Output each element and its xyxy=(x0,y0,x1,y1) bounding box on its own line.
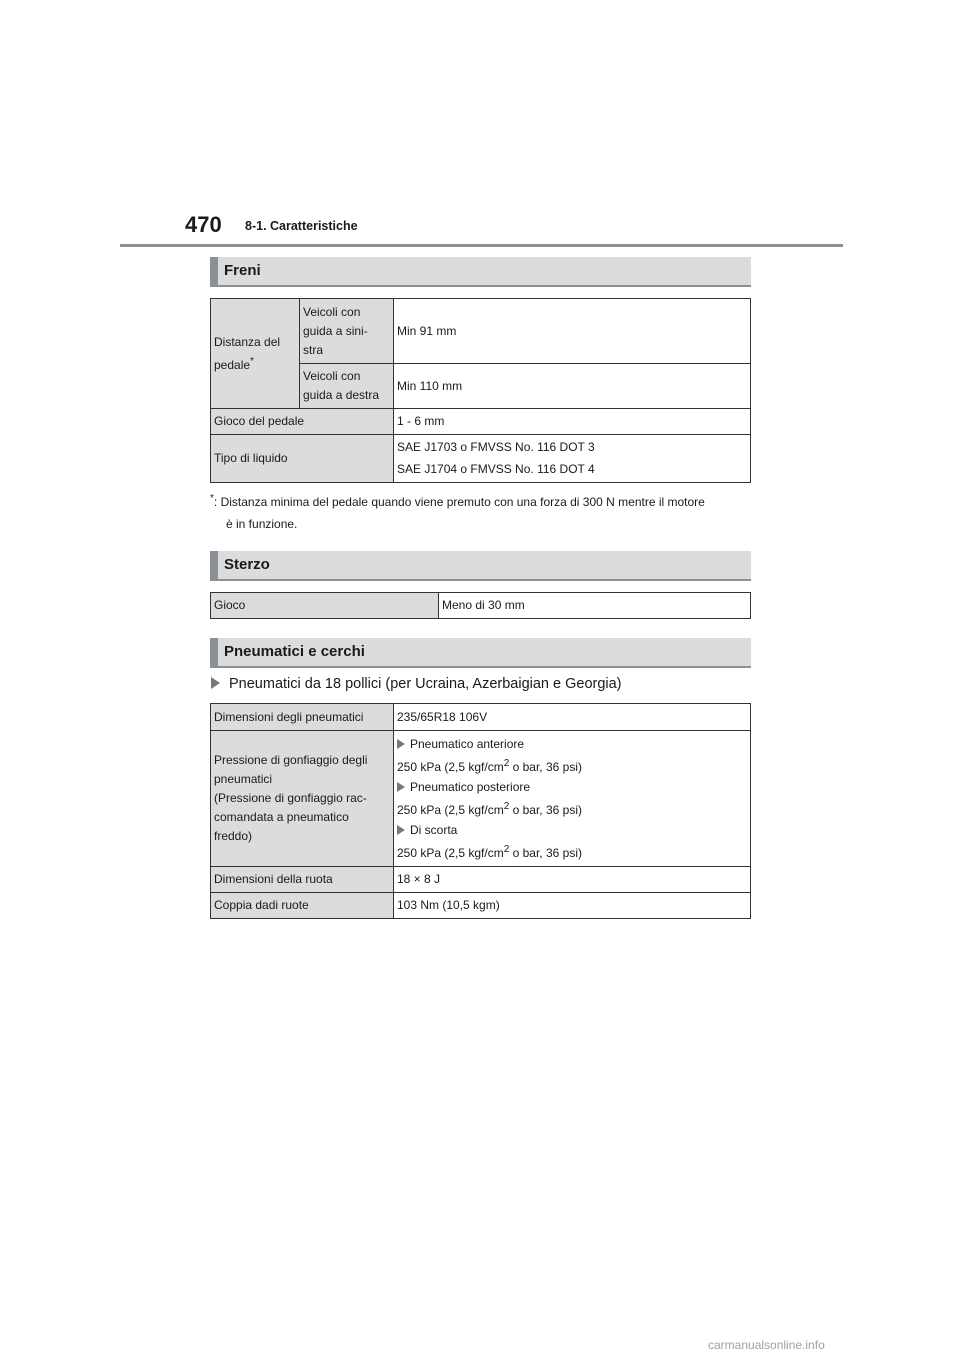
section-freni xyxy=(210,257,751,287)
triangle-bullet-icon xyxy=(397,782,405,792)
label-line: freddo) xyxy=(214,829,253,843)
footnote xyxy=(210,488,755,535)
subhead-line: Di scorta xyxy=(397,821,747,840)
value-line: SAE J1703 o FMVSS No. 116 DOT 3 xyxy=(397,440,595,454)
coppia-value-cell: 103 Nm (10,5 kgm) xyxy=(394,893,751,919)
footnote-mark: * xyxy=(250,355,254,367)
liquido-label-cell: Tipo di liquido xyxy=(211,435,394,483)
label-line: Veicoli con xyxy=(303,369,361,383)
section-title: Freni xyxy=(224,262,261,279)
table-row xyxy=(211,409,751,435)
table-row xyxy=(211,593,751,619)
label-line: pneumatici xyxy=(214,772,273,786)
label-line: comandata a pneumatico xyxy=(214,810,349,824)
sterzo-table xyxy=(210,592,751,619)
label-line: stra xyxy=(303,342,324,357)
coppia-label-cell: Coppia dadi ruote xyxy=(211,893,394,919)
table-row xyxy=(211,299,751,364)
dim-label-cell: Dimensioni degli pneumatici xyxy=(211,704,394,731)
triangle-bullet-icon xyxy=(211,677,220,689)
value-line: 250 kPa (2,5 kgf/$cm^2$ o bar, 36 psi) xyxy=(397,843,582,860)
destra-label-cell xyxy=(300,364,394,409)
subhead-line: Pneumatico posteriore xyxy=(397,778,747,797)
pneumatici-subtitle: Pneumatici da 18 pollici (per Ucraina, Azerbaigian e Georgia) xyxy=(211,676,622,692)
gioco-value-cell: 1 - 6 mm xyxy=(394,409,751,435)
value-line: SAE J1704 o FMVSS No. 116 DOT 4 xyxy=(397,462,595,476)
sinistra-value-cell: Min 91 mm xyxy=(394,299,751,364)
footnote-line: *: Distanza minima del pedale quando viene premuto con una forza di 300 N mentre il motore xyxy=(210,493,705,509)
gioco-label-cell: Gioco xyxy=(211,593,439,619)
pneumatici-table xyxy=(210,703,751,919)
label-line: (Pressione di gonfiaggio rac- xyxy=(214,791,367,805)
gioco-label-cell: Gioco del pedale xyxy=(211,409,394,435)
footnote-line: è in funzione. xyxy=(226,517,298,531)
gioco-value-cell: Meno di 30 mm xyxy=(439,593,751,619)
value-line: 250 kPa (2,5 kgf/$cm^2$ o bar, 36 psi) xyxy=(397,800,582,817)
label-line: guida a destra xyxy=(303,388,380,402)
destra-value-cell: Min 110 mm xyxy=(394,364,751,409)
label-line: guida a sini- xyxy=(303,323,368,338)
label-line: pedale* xyxy=(214,355,254,372)
section-pneumatici xyxy=(210,638,751,668)
ruota-label-cell: Dimensioni della ruota xyxy=(211,867,394,893)
ruota-value-cell: 18 × 8 J xyxy=(394,867,751,893)
triangle-bullet-icon xyxy=(397,739,405,749)
value-line: 250 kPa (2,5 kgf/$cm^2$ o bar, 36 psi) xyxy=(397,757,582,774)
triangle-bullet-icon xyxy=(397,825,405,835)
table-row xyxy=(211,731,751,867)
section-title: Sterzo xyxy=(224,556,270,573)
table-row xyxy=(211,435,751,483)
liquido-value-cell xyxy=(394,435,751,483)
section-title: Pneumatici e cerchi xyxy=(224,643,365,660)
sinistra-label-cell xyxy=(300,299,394,364)
label-line: Pressione di gonfiaggio degli xyxy=(214,753,368,767)
pressione-label-cell xyxy=(211,731,394,867)
table-row xyxy=(211,867,751,893)
chapter-title: 8-1. Caratteristiche xyxy=(245,219,358,233)
pressione-value-cell xyxy=(394,731,751,867)
watermark: carmanualsonline.info xyxy=(708,1338,825,1352)
section-sterzo xyxy=(210,551,751,581)
freni-table xyxy=(210,298,751,483)
header-rule xyxy=(120,244,843,247)
page-number: 470 xyxy=(185,212,222,237)
distanza-label-cell xyxy=(211,299,300,409)
table-row xyxy=(211,704,751,731)
table-row xyxy=(211,893,751,919)
label-line: Veicoli con xyxy=(303,304,361,319)
label-line: Distanza del xyxy=(214,334,281,349)
dim-value-cell: 235/65R18 106V xyxy=(394,704,751,731)
subhead-line: Pneumatico anteriore xyxy=(397,735,747,754)
